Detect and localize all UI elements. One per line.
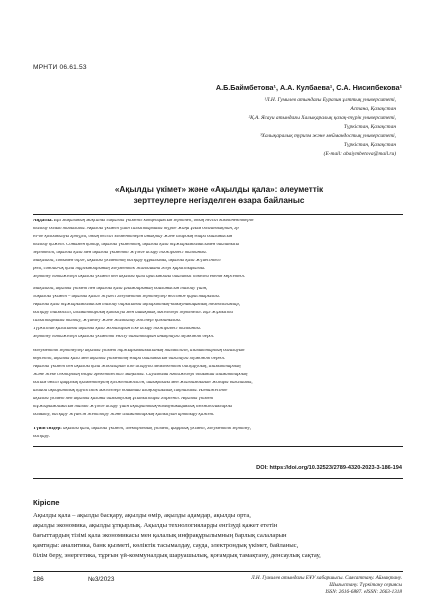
keywords-line: Түйін сөздер: ақылды қала, ақылды үкімет, электрондық үкімет, цифрлық үкімет, әлеуметтік зерттеу,	[33, 427, 251, 431]
abstract-line: зерттеліп, ақылды қала мен ақылды үкіметті жүзеге асыру тәжірибесі талданды.	[33, 251, 207, 255]
doi-rule	[33, 478, 403, 479]
results-line: алайда ақпараттық қауіпсіздік мәселелері бойынша алаңдаушылық сақталады. Нәтижесінде	[33, 389, 228, 393]
author-list: А.Б.Баймбетова¹, А.А. Кулбаева¹, С.А. Нисипбекова¹	[215, 83, 402, 92]
affiliation-line: ³Халықаралық туризм және меймандостық университеті,	[260, 133, 396, 139]
abstract-line: Зерттеу нәтижелері ақылды үкімет пен ақылды қала арасындағы байланыс тікелей екенін көрсетеді.	[33, 275, 246, 279]
results-line: және жеке сектордың өзара әрекеттестігі маңызды. Сауалнама нәтижелері бойынша азаматтардың	[33, 373, 248, 377]
author-email: (E-mail: abaiymbetova@mail.ru)	[323, 151, 396, 157]
doi-link[interactable]: DOI: https://doi.org/10.32523/2789-4320-2023-3-186-194	[256, 465, 402, 471]
abstract-label: Аңдатпа.	[33, 219, 53, 223]
abstract-top-rule	[33, 214, 403, 215]
abstract-line: талдау қажет. Сонымен қатар, ақылды үкіметтің, ақылды қала тұжырымдамасымен байланысы	[33, 243, 240, 247]
journal-line: Л.Н. Гумилев атындағы ЕҰУ хабаршысы. Саясаттану. Аймақтану.	[251, 575, 402, 581]
results-line: ақылды үкімет пен ақылды қаланы дамытудың ұсыныстары әзірленді. Ақылды үкімет	[33, 397, 214, 401]
journal-issn: ISSN: 2616-6887. eISSN: 2663-1318	[325, 589, 402, 595]
introduction-line: қамтиды: аналитика, банк қызметі, көліктік тасымалдау, сауда, электрондық үкімет, байланыс,	[33, 543, 299, 549]
journal-line: Шығыстану. Түркітану сериясы	[329, 582, 402, 588]
methods-line: «ақылды үкімет – ақылды қала» жүйесі әлеуметтік зерттеулер негізінде қарастырылды.	[33, 295, 220, 299]
affiliation-line: Түркістан, Қазақстан	[343, 142, 396, 148]
affiliation-line: Түркістан, Қазақстан	[343, 124, 396, 130]
results-line: Әлеуметтік зерттеулер ақылды үкімет тұжырымдамасының тиімділігін, азаматтардың бағалауын	[33, 349, 245, 353]
affiliation-line: Астана, Қазақстан	[350, 106, 396, 112]
affiliation-line: ²Қ.А. Ясауи атындағы Халықаралық қазақ-түрік университеті,	[248, 115, 396, 121]
methods-line: Түркістан қаласында ақылды қала жобаларын іске асыру тәжірибесі талданды.	[33, 327, 201, 331]
page-number: 186	[33, 576, 44, 583]
results-line: Ақылды үкімет пен ақылды қала жобаларын іске асыруда мемлекеттік басқарудың, азаматтардың	[33, 365, 241, 369]
introduction-line: Ақылды қала – ақылды басқару, ақылды өмір, ақылды адамдар, ақылды орта,	[33, 513, 251, 519]
results-line: дамыту, басқару жүйесін жетілдіру және азаматтардың қатысуын арттыру қажет.	[33, 413, 215, 417]
results-line: көрсетіп, ақылды қала мен ақылды үкіметтің өзара байланысын бағалауға мүмкіндік береді.	[33, 357, 226, 361]
keywords-line: басқару.	[33, 435, 50, 439]
abstract-bottom-rule	[33, 446, 403, 447]
keywords-label: Түйін сөздер:	[33, 427, 62, 431]
methods-line: Зерттеу нәтижелері ақылды үкіметті енгізу бағыттарын анықтауға мүмкіндік берді.	[33, 335, 215, 339]
mrnti-code: МРНТИ 06.61.53	[33, 64, 87, 71]
results-line: басым бөлігі цифрлық қызметтердің қолжетімділігін, ашықтығы мен жылдамдығын жоғары бағалайды,	[33, 381, 253, 385]
affiliation-line: ¹Л.Н. Гумилев атындағы Еуразия ұлттық университеті,	[264, 97, 396, 103]
issue-number: №3/2023	[88, 576, 115, 583]
methods-line: Ақылды қала тұжырымдамасын талдау барысында ақпараттық-коммуникациялық технологиялар,	[33, 303, 241, 307]
methods-line: басқару тиімділігі, азаматтардың қатысуы мен ашықтық мәселелері зерттелді. Бұл жұмыста	[33, 311, 233, 315]
methods-line: Мақалада, ақылды үкімет пен ақылды қала ұғымдарының байланысын талдау үшін,	[33, 287, 208, 291]
abstract-line: ел-де қолданылуы әртүрлі, оның негізгі элементтерін анықтау және олардың өзара байланысын	[33, 235, 233, 239]
abstract-line: талдау болып табылады. Ақылды үкімет үшін салыстырмалы түрде жаңа ұғым болғандықтан, әр	[33, 227, 239, 231]
introduction-line: ақылды экономика, ақылды ұтқырлық. Ақылды технологияларды енгізуді қажет ететін	[33, 523, 278, 529]
abstract-line: рөлі, сондай-ақ қала тұрғындарының әлеуметтік жағдайына әсері қарастырылды.	[33, 267, 206, 271]
title-line: «Ақылды үкімет» және «Ақылды қала»: әлеуметтік	[114, 185, 324, 194]
methods-line: салыстырмалы талдау, жүйелеу және жалпылау әдістері қолданылды.	[33, 319, 181, 323]
article-title	[54, 184, 384, 206]
results-line: тұжырымдамасын тиімді жүзеге асыру үшін ақпараттық-коммуникациялық технологияларды	[33, 405, 232, 409]
footer-rule	[33, 571, 403, 572]
title-line: зерттеулерге негізделген өзара байланыс	[133, 196, 305, 206]
introduction-heading: Кіріспе	[33, 498, 60, 507]
abstract-line: Аңдатпа. Бұл мақаланың мақсаты «ақылды үкімет» концепциясын зерттеп, оның негізгі компоненттерін	[33, 219, 254, 223]
abstract-line: Мақалада, сонымен бірге, ақылды үкіметтің басқару құрылымы, ақылды қала жүйесіндегі	[33, 259, 221, 263]
introduction-line: бағыттардың тізімі қала экономикасы мен қалалық инфрақұрылымның барлық салаларын	[33, 533, 287, 539]
introduction-line: білім беру, энергетика, тұрғын үй-коммуналдық шаруашылық, қоғамдық тамақтану, денсаулық сақтау,	[33, 553, 321, 559]
